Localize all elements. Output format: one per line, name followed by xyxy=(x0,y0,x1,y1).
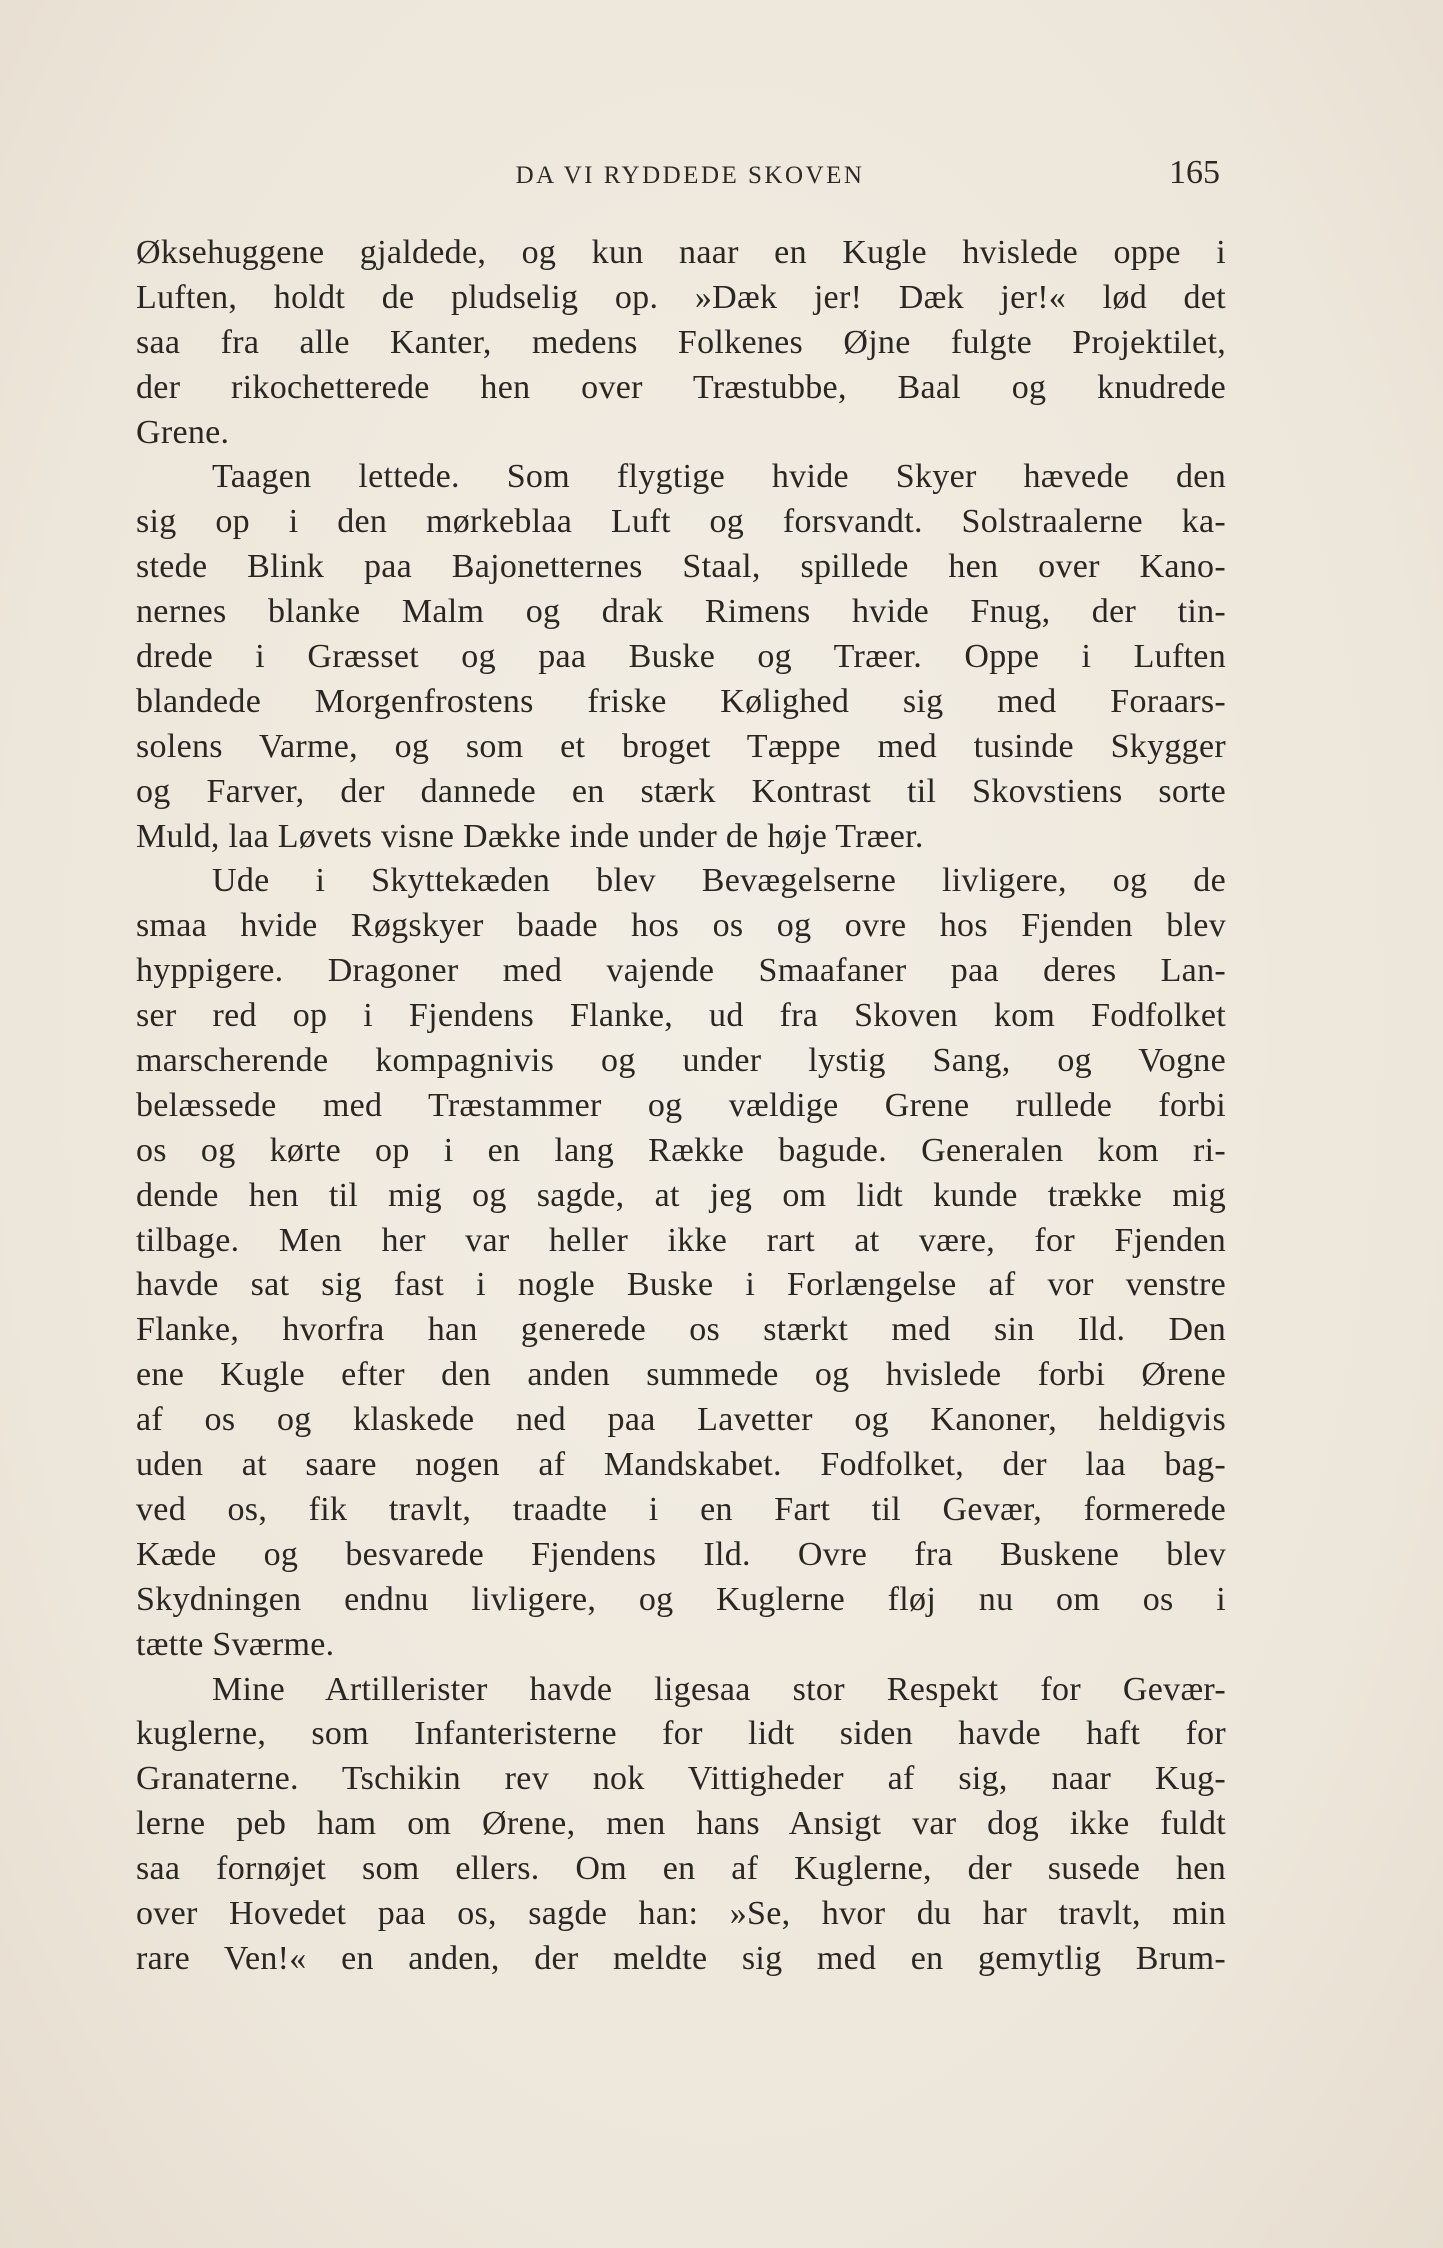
text-line: ser red op i Fjendens Flanke, ud fra Skoven kom Fodfolket xyxy=(136,997,1226,1035)
text-line: marscherende kompagnivis og under lystig Sang, og Vogne xyxy=(136,1042,1226,1080)
text-line: Muld, laa Løvets visne Dække inde under de høje Træer. xyxy=(136,817,924,855)
page-number: 165 xyxy=(1169,154,1220,191)
text-line: ved os, fik travlt, traadte i en Fart til Gevær, formerede xyxy=(136,1490,1226,1528)
text-line: ene Kugle efter den anden summede og hvislede forbi Ørene xyxy=(136,1356,1226,1394)
text-line: hyppigere. Dragoner med vajende Smaafaner paa deres Lan- xyxy=(136,952,1226,990)
text-line: Øksehuggene gjaldede, og kun naar en Kugle hvislede oppe i xyxy=(136,234,1226,271)
text-line: os og kørte op i en lang Række bagude. Generalen kom ri- xyxy=(136,1131,1226,1169)
text-line: Luften, holdt de pludselig op. »Dæk jer! Dæk jer!« lød det xyxy=(136,278,1226,316)
text-line: over Hovedet paa os, sagde han: »Se, hvor du har travlt, min xyxy=(136,1894,1226,1932)
body-text xyxy=(136,231,1226,1982)
text-line: uden at saare nogen af Mandskabet. Fodfolket, der laa bag- xyxy=(136,1446,1226,1484)
text-line: Mine Artillerister havde ligesaa stor Respekt for Gevær- xyxy=(212,1670,1226,1708)
text-line: Granaterne. Tschikin rev nok Vittigheder af sig, naar Kug- xyxy=(136,1760,1226,1798)
text-line: tilbage. Men her var heller ikke rart at være, for Fjenden xyxy=(136,1221,1226,1259)
text-line: saa fornøjet som ellers. Om en af Kuglerne, der susede hen xyxy=(136,1850,1226,1888)
text-line: saa fra alle Kanter, medens Folkenes Øjne fulgte Projektilet, xyxy=(136,323,1226,361)
text-line: solens Varme, og som et broget Tæppe med tusinde Skygger xyxy=(136,727,1226,765)
text-line: smaa hvide Røgskyer baade hos os og ovre hos Fjenden blev xyxy=(136,907,1226,945)
text-line: Grene. xyxy=(136,413,230,451)
text-line: nernes blanke Malm og drak Rimens hvide Fnug, der tin- xyxy=(136,593,1226,631)
text-line: drede i Græsset og paa Buske og Træer. Oppe i Luften xyxy=(136,638,1226,676)
text-line: Flanke, hvorfra han generede os stærkt med sin Ild. Den xyxy=(136,1311,1226,1349)
text-line: Kæde og besvarede Fjendens Ild. Ovre fra Buskene blev xyxy=(136,1535,1226,1573)
text-line: blandede Morgenfrostens friske Kølighed sig med Foraars- xyxy=(136,682,1226,720)
running-head: DA VI RYDDEDE SKOVEN xyxy=(515,162,865,189)
text-line: belæssede med Træstammer og vældige Grene rullede forbi xyxy=(136,1086,1226,1124)
text-line: havde sat sig fast i nogle Buske i Forlængelse af vor venstre xyxy=(136,1266,1226,1304)
text-line: og Farver, der dannede en stærk Kontrast til Skovstiens sorte xyxy=(136,772,1226,810)
text-line: sig op i den mørkeblaa Luft og forsvandt. Solstraalerne ka- xyxy=(136,503,1226,541)
text-line: kuglerne, som Infanteristerne for lidt siden havde haft for xyxy=(136,1715,1226,1753)
text-line: Taagen lettede. Som flygtige hvide Skyer hævede den xyxy=(212,458,1226,496)
text-line: lerne peb ham om Ørene, men hans Ansigt var dog ikke fuldt xyxy=(136,1805,1226,1843)
text-line: tætte Sværme. xyxy=(136,1625,335,1663)
text-line: Ude i Skyttekæden blev Bevægelserne livligere, og de xyxy=(212,862,1226,900)
text-line: der rikochetterede hen over Træstubbe, Baal og knudrede xyxy=(136,368,1226,406)
text-line: rare Ven!« en anden, der meldte sig med en gemytlig Brum- xyxy=(136,1939,1226,1977)
text-line: Skydningen endnu livligere, og Kuglerne fløj nu om os i xyxy=(136,1580,1226,1618)
text-line: dende hen til mig og sagde, at jeg om lidt kunde trække mig xyxy=(136,1176,1226,1214)
text-line: stede Blink paa Bajonetternes Staal, spillede hen over Kano- xyxy=(136,548,1226,586)
text-line: af os og klaskede ned paa Lavetter og Kanoner, heldigvis xyxy=(136,1401,1226,1439)
